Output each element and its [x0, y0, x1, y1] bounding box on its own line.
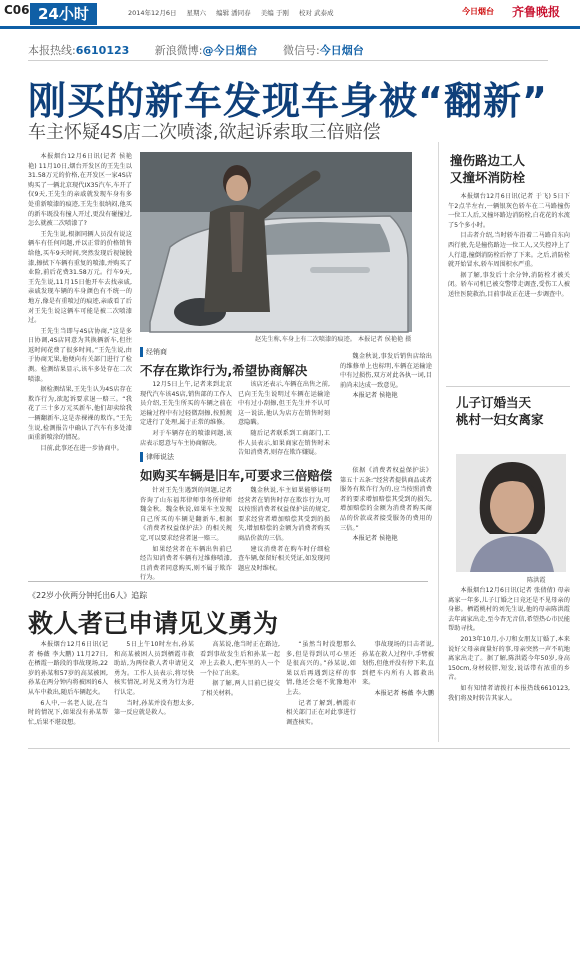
- paragraph: 据了解,两人目前已提交了相关材料。: [200, 680, 280, 697]
- bottom-story-kicker: 《22岁小伙两分钟托出6人》追踪: [28, 591, 148, 600]
- paragraph: 建议消费者在购车时仔细检查车辆,保留好相关凭证,如发现问题应及时维权。: [238, 545, 330, 572]
- paragraph: 6人中,一名老人说,在当时的情况下,如果没有孙某帮忙,后果不堪设想。: [28, 699, 108, 726]
- brand-logo: 齐鲁晚报: [512, 5, 561, 19]
- sidebar-story-2-text: [448, 586, 570, 742]
- paragraph: 魏金秋说,车主如果能够证明经营者在销售时存在欺诈行为,可以按照消费者权益保护法的规定,要求经营者增加赔偿其受到的损失,增加赔偿的金额为消费者购买商品价款的三倍。: [238, 487, 330, 542]
- header-designer: 美编 于刚: [260, 9, 289, 17]
- divider: [28, 581, 428, 582]
- header-rule: [0, 26, 580, 29]
- lawyer-column-2: [238, 486, 330, 578]
- paragraph: 王先生说,根据同辆人员没有说这辆车有任何问题,并以正常的价格销售给他,买车9天时间,突然发现后视镜脱漆,擦拭下车辆有重复的喷漆,并购买了业险,前后花费31.58万元。行车9天,王先生说,11月15日他开车去找亲戚,亲戚发现车辆的车身颜色有不统一的地方,像是有重喷过的痕迹,亲戚看了后对王先生说这辆车可能是被二次喷漆过。: [28, 230, 132, 325]
- paragraph: 本报烟台12月6日讯(记者 杨薇 李大鹏) 11月27日,在栖霞一路段的事故现场,22岁的孙某和57岁的高某被困,孙某在两分钟内将被困的6人从车中救出,随后车辆起火。: [28, 641, 108, 696]
- paragraph: 2013年10月,小刀和女朋友订婚了,本来说好父母亲商量好的事,母亲突然一声不吭地离家出走了。据了解,陈洪霞今年50岁,身高150cm,身材较胖,短发,说话带有浓重的乡音。: [448, 635, 570, 682]
- subhead-lawyer: 如购买车辆是旧车,可要求三倍赔偿: [140, 468, 333, 483]
- paragraph: 本报烟台12月6日讯(记者 侯艳艳) 11月10日,烟台开发区的王先生以31.58万元的价格,在开发区一家4S店购买了一辆北京现代IX35汽车,车开了仅9天,王先生的亲戚就发现车身有多处重新喷漆的痕迹,王先生很纳闷,他买的新车既没有撞人开过,更没有碰撞过,怎么就被二次喷漆了?: [28, 153, 132, 228]
- paragraph: 针对王先生遇到的问题,记者咨询了山东福邦律师事务所律师魏金秋。魏金秋说,如果车主发现自己所买的车辆是翻新车,根据《消费者权益保护法》的相关规定,可以要求经营者退一赔三。: [140, 487, 232, 542]
- paragraph: 随后记者联系到工商部门,工作人员表示,如果商家在销售时未告知消费者,则存在欺诈嫌疑。: [238, 429, 330, 457]
- sidebar-divider-h: [446, 386, 570, 387]
- paragraph: “虽然当时没想那么多,但是得到认可心里还是很高兴的。”孙某说,如果以后再遇到这样的事情,他还会毫不犹豫地冲上去。: [286, 641, 356, 696]
- car-photo-illustration: [140, 152, 412, 332]
- paragraph: 事故现场的目击者说,孙某在救人过程中,手臂被划伤,但他并没有停下来,直到把车内所有人都救出来。: [362, 641, 434, 687]
- hotline: [28, 44, 129, 57]
- bottom-story-column-2: [114, 640, 194, 744]
- wechat: [283, 44, 364, 57]
- paragraph: 目击者介绍,当时轿车沿着二马路自东向西行驶,先是撞伤路边一位工人,又失控冲上了人行道,撞倒消防栓后停了下来。之后,消防栓就开始冒水,轿车周围积水严重。: [448, 232, 570, 269]
- dealer-column-1: [140, 380, 232, 446]
- byline: 本报记者 侯艳艳: [352, 535, 398, 543]
- paragraph: 如有知情者请拨打本报热线6610123,我们将及时转告其家人。: [448, 684, 570, 702]
- bottom-story-column-3: [200, 640, 280, 744]
- paragraph: 据了解,事发后十余分钟,消防栓才被关闭。轿车司机已被交警带走调查,受伤工人被送往医院救治,目前事故正在进一步调查中。: [448, 271, 570, 298]
- brand-section-name: 今日烟台: [462, 7, 494, 16]
- photo-caption: 赵先生称,车身上有二次喷漆的痕迹。 本报记者 侯艳艳 摄: [255, 336, 412, 343]
- paragraph: 12月5日上午,记者来到北京现代汽车该4S店,销售部的工作人员介绍,王先生所买的车辆之前在运输过程中有过轻微刮擦,按照规定进行了处理,属于正常的维修。: [140, 381, 232, 427]
- sidebar-story-1-text: [448, 192, 570, 382]
- bottom-story-headline: 救人者已申请见义勇为: [28, 609, 279, 638]
- portrait-photo: [456, 454, 566, 572]
- header-date: 2014年12月6日: [128, 9, 177, 17]
- paragraph: 据检测结果,王先生认为4S店存在欺诈行为,欲起诉要求退一赔三。“我花了三十多万元买新车,他们却卖给我一辆翻新车,这是赤裸裸的欺诈。”王先生说,检测报告中确认了汽车有多处漆面重新喷涂的情况。: [28, 386, 132, 442]
- page-number: C06: [4, 3, 30, 17]
- weibo-value: @今日烟台: [202, 44, 258, 57]
- headline-line: 桃村一妇女离家: [456, 412, 544, 427]
- paragraph: 高某说,他当时正在路边,看到事故发生后和孙某一起冲上去救人,把车里的人一个一个拉了出来。: [200, 641, 280, 677]
- bottom-story-column-4: [286, 640, 356, 744]
- paragraph: 当时,孙某并没有想太多,第一反应就是救人。: [114, 699, 194, 717]
- bottom-story-column-5: [362, 640, 434, 744]
- section-tab: 24小时: [30, 3, 97, 25]
- lawyer-column-3: [340, 466, 432, 578]
- wechat-value: 今日烟台: [319, 44, 364, 57]
- paragraph: 该店还表示,车辆在出售之前,已向王先生说明过车辆在运输途中有过小刮擦,但王先生并不认可这一说法,他认为店方在销售时刻意隐瞒。: [238, 381, 330, 427]
- main-headline: 刚买的新车发现车身被“翻新”: [28, 79, 548, 123]
- weibo-label: 新浪微博:: [154, 44, 203, 57]
- dealer-column-2: [238, 380, 330, 457]
- paragraph: 依据《消费者权益保护法》第五十五条:“经营者提供商品或者服务有欺诈行为的,应当按照消费者的要求增加赔偿其受到的损失,增加赔偿的金额为消费者购买商品的价款或者接受服务的费用的三倍。”: [340, 467, 432, 532]
- sidebar-divider: [438, 142, 439, 742]
- header-editor: 编辑 潘同春: [216, 9, 251, 17]
- section-tag-dealer: 经销商: [140, 347, 167, 357]
- paragraph: 本报烟台12月6日讯(记者 张倩倩) 母亲离家一年多,儿子订婚之日竟还是不见母亲的身影。栖霞桃村的刘先生说,他的母亲陈洪霞去年离家出走,至今杳无音信,希望热心市民能帮助寻找。: [448, 587, 570, 633]
- header-proofreader: 校对 武泰成: [298, 9, 334, 17]
- divider: [28, 60, 548, 61]
- byline: 本报记者 侯艳艳: [352, 392, 398, 400]
- divider: [28, 748, 570, 749]
- portrait-illustration: [456, 454, 566, 572]
- paragraph: 本报烟台12月6日讯(记者 于飞) 5日下午2点半左右,一辆银灰色轿车在二马路撞伤一位工人后,又撞坏路边消防栓,白花花的水流了5个多小时。: [448, 193, 570, 229]
- byline: 本报记者 杨薇 李大鹏: [374, 689, 435, 697]
- news-photo-car: [140, 152, 412, 332]
- paragraph: 如果经营者在车辆出售前已经告知消费者车辆有过维修喷漆,且消费者同意购买,则不属于欺诈行为。: [140, 545, 232, 582]
- section-tag-lawyer: 律师说法: [140, 452, 174, 462]
- paragraph: 记者了解到,栖霞市相关部门正在对此事进行调查核实。: [286, 699, 356, 726]
- lawyer-column-1: [140, 486, 232, 582]
- main-story-column-1: [28, 152, 132, 577]
- header-meta: [128, 8, 342, 17]
- contact-row: [28, 42, 386, 58]
- paragraph: 王先生当即与4S店协商,“这是多日协调,4S店同意为其换辆新车,但往返时间花费了很多时间。”王先生说,由于协商无果,他便向有关部门进行了检测。检测结果显示,该车多处存在二次喷漆。: [28, 327, 132, 383]
- wechat-label: 微信号:: [283, 44, 320, 57]
- page-header: [0, 0, 580, 36]
- weibo: [155, 44, 258, 57]
- paragraph: 对于车辆存在的喷漆问题,该店表示愿意与车主协商解决。: [140, 429, 232, 447]
- headline-line: 儿子订婚当天: [456, 395, 532, 410]
- hotline-label: 本报热线:: [28, 44, 76, 57]
- main-subheadline: 车主怀疑4S店二次喷漆,欲起诉索取三倍赔偿: [28, 122, 381, 143]
- headline-line: 又撞坏消防栓: [450, 170, 526, 185]
- sidebar-story-2-headline: [456, 394, 544, 428]
- bottom-story-column-1: [28, 640, 108, 744]
- header-weekday: 星期六: [186, 9, 207, 17]
- dealer-column-3: [340, 352, 432, 446]
- paragraph: 魏金秋说,事发后销售店给出的维修单上也标明,车辆在运输途中有过损伤,双方对此各执一词,目前尚未达成一致意见。: [340, 353, 432, 389]
- headline-line: 撞伤路边工人: [450, 153, 526, 168]
- sidebar-story-1-headline: [450, 152, 525, 186]
- portrait-caption: 陈洪霞: [527, 577, 546, 584]
- paragraph: 5日上午10时左右,孙某和高某被困人员到栖霞市救助站,为两位救人者申请见义勇为。工作人员表示,将尽快核实情况,对见义勇为行为进行认定。: [114, 641, 194, 696]
- hotline-value: 6610123: [75, 44, 130, 57]
- subhead-dealer: 不存在欺诈行为,希望协商解决: [140, 363, 308, 378]
- paragraph: 目前,此事还在进一步协商中。: [40, 444, 123, 452]
